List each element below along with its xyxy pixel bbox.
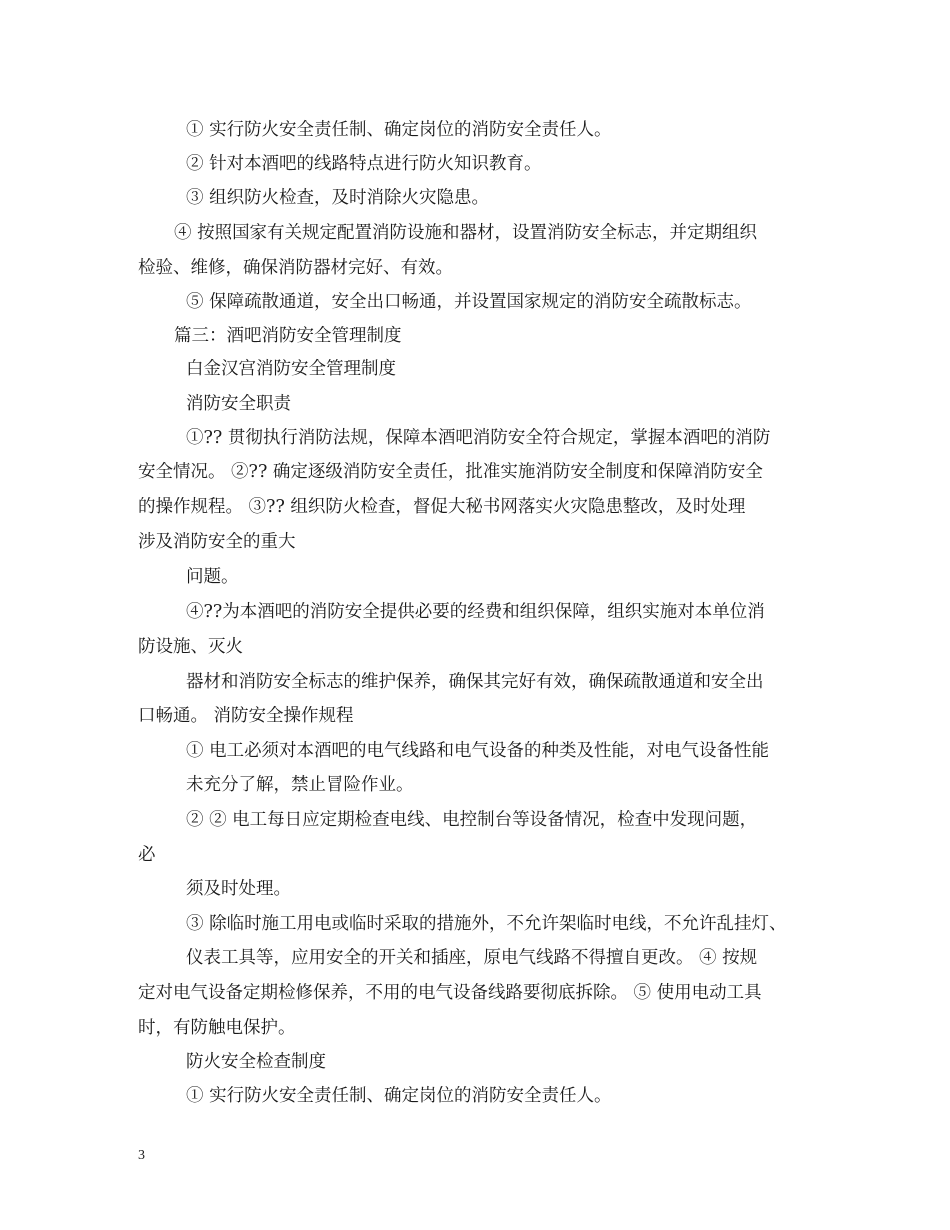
text-line: 的操作规程。 ③?? 组织防火检查，督促大秘书网落实火灾隐患整改，及时处理 <box>138 497 746 517</box>
text-line: ③ 组织防火检查，及时消除火灾隐患。 <box>186 188 490 208</box>
text-line: ① 实行防火安全责任制、确定岗位的消防安全责任人。 <box>186 1086 612 1106</box>
text-line: 仪表工具等，应用安全的开关和插座，原电气线路不得擅自更改。 ④ 按规 <box>186 948 758 968</box>
text-line: 涉及消防安全的重大 <box>138 532 296 552</box>
text-line: 必 <box>138 845 156 865</box>
text-line: ①?? 贯彻执行消防法规，保障本酒吧消防安全符合规定，掌握本酒吧的消防 <box>186 428 771 448</box>
text-line: 防设施、灭火 <box>138 637 243 657</box>
text-line: 器材和消防安全标志的维护保养，确保其完好有效，确保疏散通道和安全出 <box>186 672 764 692</box>
text-line: ① 电工必须对本酒吧的电气线路和电气设备的种类及性能，对电气设备性能 <box>186 741 770 761</box>
text-line: ② 针对本酒吧的线路特点进行防火知识教育。 <box>186 154 542 174</box>
document-title: 白金汉宫消防安全管理制度 <box>186 359 396 379</box>
text-line: 时，有防触电保护。 <box>138 1018 296 1038</box>
text-line: ② ② 电工每日应定期检查电线、电控制台等设备情况，检查中发现问题， <box>186 810 758 830</box>
text-line: 问题。 <box>186 567 239 587</box>
text-line: ⑤ 保障疏散通道，安全出口畅通，并设置国家规定的消防安全疏散标志。 <box>186 292 752 312</box>
text-line: 检验、维修，确保消防器材完好、有效。 <box>138 258 453 278</box>
text-line: ④ 按照国家有关规定配置消防设施和器材，设置消防安全标志，并定期组织 <box>174 223 758 243</box>
subheading: 防火安全检查制度 <box>186 1052 326 1072</box>
page-number: 3 <box>138 1148 145 1163</box>
text-line: 安全情况。 ②?? 确定逐级消防安全责任，批准实施消防安全制度和保障消防安全 <box>138 462 763 482</box>
text-line: ③ 除临时施工用电或临时采取的措施外，不允许架临时电线，不允许乱挂灯、 <box>186 914 787 934</box>
subheading: 消防安全职责 <box>186 394 291 414</box>
text-line: 口畅通。 消防安全操作规程 <box>138 706 354 726</box>
text-line: 未充分了解，禁止冒险作业。 <box>186 775 414 795</box>
text-line: 须及时处理。 <box>186 879 291 899</box>
text-line: 定对电气设备定期检修保养，不用的电气设备线路要彻底拆除。 ⑤ 使用电动工具 <box>138 983 762 1003</box>
section-heading: 篇三：酒吧消防安全管理制度 <box>174 326 402 346</box>
text-line: ④??为本酒吧的消防安全提供必要的经费和组织保障，组织实施对本单位消 <box>186 602 765 622</box>
text-line: ① 实行防火安全责任制、确定岗位的消防安全责任人。 <box>186 120 612 140</box>
